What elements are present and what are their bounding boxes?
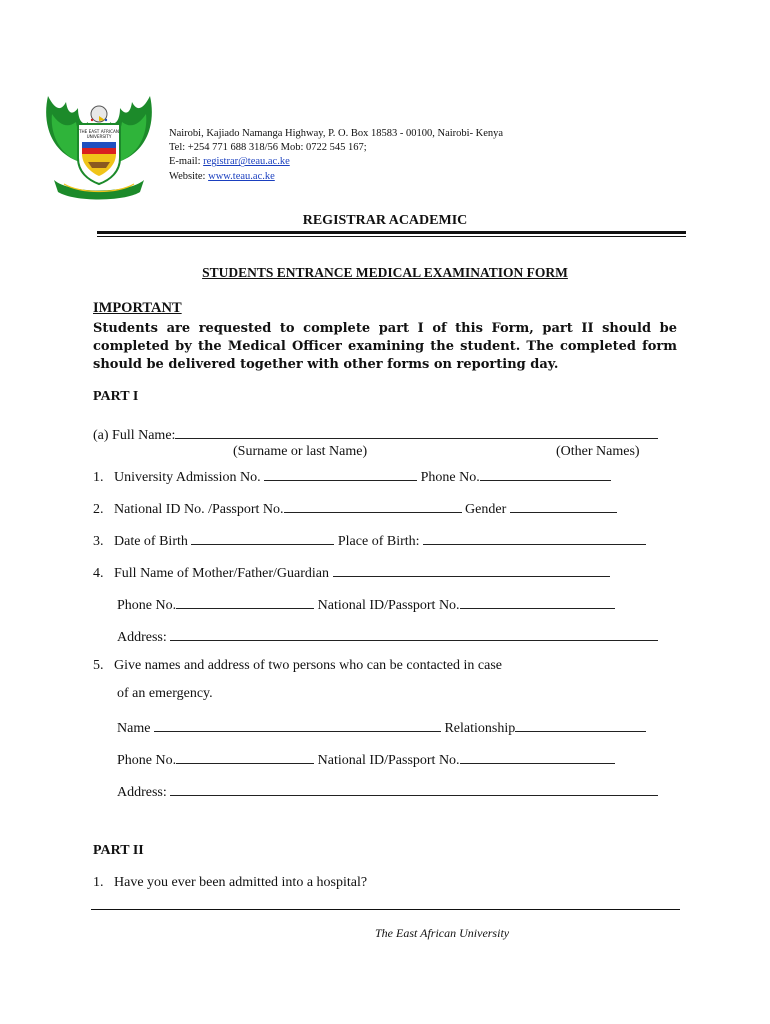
important-notice: Students are requested to complete part I of this Form, part II should be completed by the Medical Officer examining the student. The completed form should be delivered together with other forms on reporting day. <box>93 321 677 372</box>
phone-field[interactable] <box>480 466 611 481</box>
important-heading: IMPORTANT <box>93 300 182 316</box>
footer-rule <box>91 909 680 910</box>
footer-text: The East African University <box>375 926 510 940</box>
gender-label: Gender <box>465 502 507 517</box>
q5-name-row <box>117 717 646 737</box>
svg-text:UNIVERSITY: UNIVERSITY <box>86 134 112 139</box>
full-name-row <box>93 424 658 444</box>
q5-phone-row <box>117 749 615 769</box>
q1-row <box>93 466 611 486</box>
place-of-birth-field[interactable] <box>423 530 646 545</box>
contact-id-field[interactable] <box>460 749 615 764</box>
q4-address-row <box>117 626 658 646</box>
header-rule-thick <box>97 231 686 234</box>
dob-label: Date of Birth <box>114 534 188 549</box>
q2-row <box>93 498 617 518</box>
relationship-label: Relationship <box>444 721 516 736</box>
phone-label: Phone No. <box>420 470 480 485</box>
place-of-birth-label: Place of Birth: <box>337 534 420 549</box>
q5-number: 5. <box>93 658 104 673</box>
q5-text-line2: of an emergency. <box>117 686 213 701</box>
q4-number: 4. <box>93 566 104 581</box>
admission-no-field[interactable] <box>264 466 417 481</box>
guardian-address-field[interactable] <box>170 626 658 641</box>
full-name-field[interactable] <box>175 424 658 439</box>
national-id-field[interactable] <box>284 498 462 513</box>
contact-id-label: National ID/Passport No. <box>317 753 460 768</box>
surname-hint: (Surname or last Name) <box>233 444 368 459</box>
contact-name-label: Name <box>117 721 151 736</box>
email-line <box>169 155 503 169</box>
contact-phone-label: Phone No. <box>117 753 177 768</box>
guardian-phone-field[interactable] <box>176 594 314 609</box>
university-logo <box>40 92 158 204</box>
guardian-id-label: National ID/Passport No. <box>317 598 460 613</box>
header-rule-thin <box>97 236 686 237</box>
address-line: Nairobi, Kajiado Namanga Highway, P. O. Box 18583 - 00100, Nairobi- Kenya <box>169 128 504 139</box>
guardian-name-label: Full Name of Mother/Father/Guardian <box>114 566 330 581</box>
q1-number: 1. <box>93 470 104 485</box>
contact-phone-field[interactable] <box>176 749 314 764</box>
part2-q1-number: 1. <box>93 875 104 890</box>
q5-row <box>93 658 502 674</box>
guardian-id-field[interactable] <box>460 594 615 609</box>
contact-name-field[interactable] <box>154 717 441 732</box>
department-heading: REGISTRAR ACADEMIC <box>302 213 468 228</box>
guardian-phone-label: Phone No. <box>117 598 177 613</box>
q2-number: 2. <box>93 502 104 517</box>
q3-row <box>93 530 646 550</box>
hospital-admission-question: Have you ever been admitted into a hospital? <box>114 875 368 890</box>
q4-phone-row <box>117 594 615 614</box>
part1-heading: PART I <box>93 389 139 404</box>
part2-q1-row <box>93 875 367 891</box>
national-id-label: National ID No. /Passport No. <box>114 502 284 517</box>
other-names-hint: (Other Names) <box>556 444 640 459</box>
admission-no-label: University Admission No. <box>114 470 261 485</box>
full-name-label: (a) Full Name: <box>93 428 176 443</box>
q5-address-row <box>117 781 658 801</box>
relationship-field[interactable] <box>515 717 646 732</box>
email-label: E-mail: <box>169 156 204 168</box>
contact-address-label: Address: <box>117 785 167 800</box>
part2-heading: PART II <box>93 843 144 858</box>
form-title: STUDENTS ENTRANCE MEDICAL EXAMINATION FORM <box>202 265 568 280</box>
website-label: Website: <box>169 170 209 182</box>
email-link[interactable]: registrar@teau.ac.ke <box>203 156 290 168</box>
q4-row <box>93 562 610 582</box>
gender-field[interactable] <box>510 498 617 513</box>
website-line <box>169 170 503 184</box>
contact-block <box>169 127 503 184</box>
guardian-name-field[interactable] <box>333 562 610 577</box>
guardian-address-label: Address: <box>117 630 167 645</box>
contact-address-field[interactable] <box>170 781 658 796</box>
svg-text:THE EAST AFRICAN: THE EAST AFRICAN <box>78 129 120 134</box>
website-link[interactable]: www.teau.ac.ke <box>208 170 275 182</box>
q3-number: 3. <box>93 534 104 549</box>
tel-line: Tel: +254 771 688 318/56 Mob: 0722 545 167; <box>169 142 367 154</box>
q5-text-line1: Give names and address of two persons who can be contacted in case <box>114 658 502 673</box>
dob-field[interactable] <box>191 530 334 545</box>
